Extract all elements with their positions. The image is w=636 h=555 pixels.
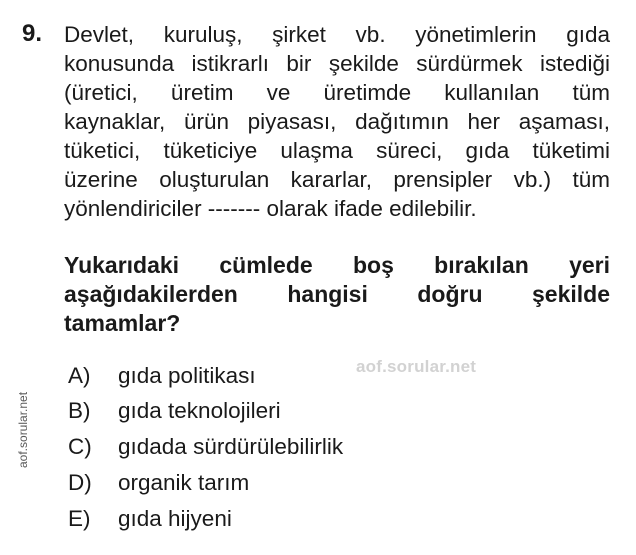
option-a[interactable] xyxy=(68,361,256,391)
option-b[interactable] xyxy=(68,396,281,426)
option-text: gıda teknolojileri xyxy=(118,398,281,423)
option-text: gıda politikası xyxy=(118,363,256,388)
question-prompt-line-3: tamamlar? xyxy=(64,310,181,336)
question-stem-line-6: üzerine oluşturulan kararlar, prensipler vb.) tüm xyxy=(64,167,610,192)
question-stem-line-1: Devlet, kuruluş, şirket vb. yönetimlerin gıda xyxy=(64,22,610,47)
option-text: gıdada sürdürülebilirlik xyxy=(118,434,344,459)
option-c[interactable] xyxy=(68,432,343,462)
side-watermark: aof.sorular.net xyxy=(16,391,30,468)
option-letter: E) xyxy=(68,506,91,531)
option-letter: B) xyxy=(68,398,91,423)
question-prompt-line-2: aşağıdakilerden hangisi doğru şekilde xyxy=(64,281,610,307)
option-d[interactable] xyxy=(68,468,249,498)
question-stem-line-7: yönlendiriciler ------- olarak ifade edilebilir. xyxy=(64,196,477,221)
question-stem-line-5: tüketici, tüketiciye ulaşma süreci, gıda tüketimi xyxy=(64,138,610,163)
option-text: gıda hijyeni xyxy=(118,506,232,531)
option-letter: D) xyxy=(68,470,92,495)
option-text: organik tarım xyxy=(118,470,250,495)
question-prompt-line-1: Yukarıdaki cümlede boş bırakılan yeri xyxy=(64,252,610,278)
watermark: aof.sorular.net xyxy=(356,357,477,376)
question-stem-line-2: konusunda istikrarlı bir şekilde sürdürmek istediği xyxy=(64,51,610,76)
option-e[interactable] xyxy=(68,504,232,534)
option-letter: C) xyxy=(68,434,92,459)
option-letter: A) xyxy=(68,363,91,388)
question-number: 9. xyxy=(22,20,43,47)
question-stem-line-3: (üretici, üretim ve üretimde kullanılan tüm xyxy=(64,80,610,105)
question-stem-line-4: kaynaklar, ürün piyasası, dağıtımın her aşaması, xyxy=(64,109,610,134)
